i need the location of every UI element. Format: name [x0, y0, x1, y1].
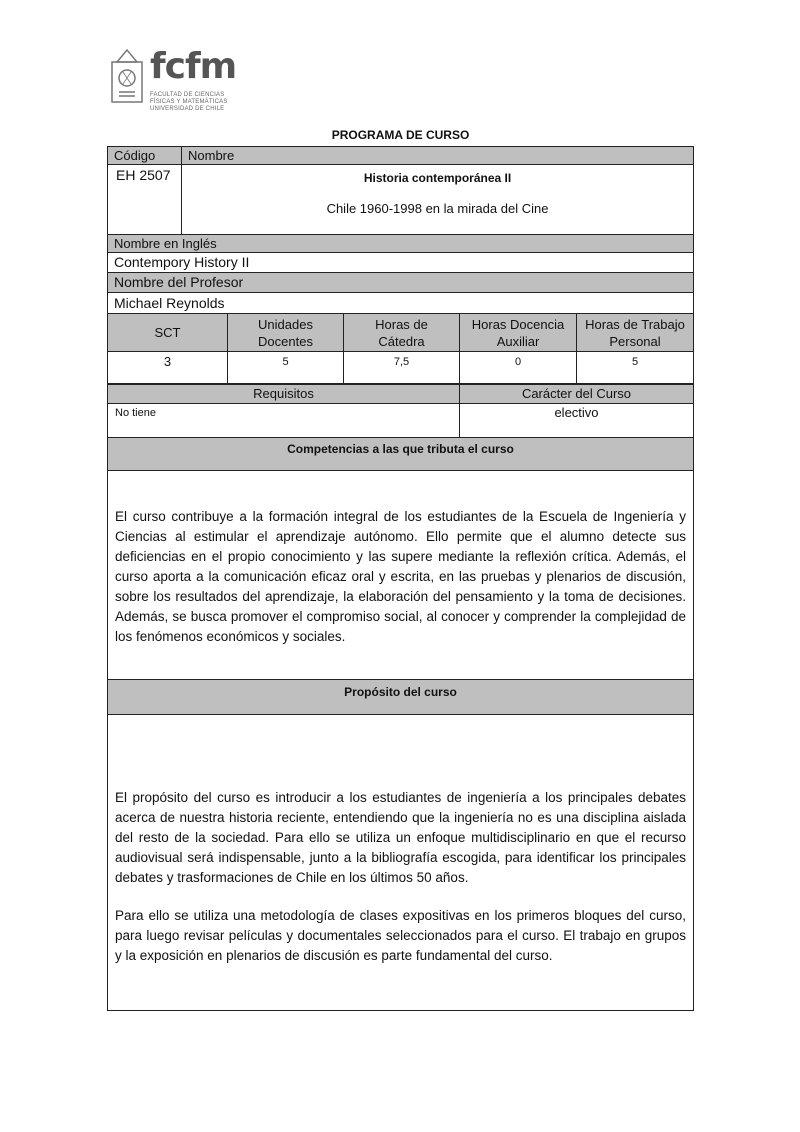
- university-seal-icon: [110, 48, 144, 108]
- document-title: PROGRAMA DE CURSO: [331, 128, 470, 142]
- competencias-title-cell: [107, 437, 694, 471]
- proposito-title: Propósito del curso: [344, 685, 457, 699]
- credits-value-sct-text: 3: [163, 354, 172, 369]
- credits-value-units: [227, 351, 344, 384]
- course-subtitle: Chile 1960-1998 en la mirada del Cine: [326, 201, 549, 216]
- competencias-title: Competencias a las que tributa el curso: [287, 442, 514, 456]
- credits-header-sct: [107, 313, 228, 352]
- proposito-paragraph-2: Para ello se utiliza una metodología de clases expositivas en los primeros bloques del curso, para luego revisar películas y documentales seleccionados para el curso. El trabajo en grupos y la exposición en plenarios de discusión es parte fundamental del curso.: [115, 908, 686, 963]
- credits-header-lecture-hours-label: Horas de Cátedra: [375, 317, 428, 349]
- english-name: Contempory History II: [114, 254, 250, 270]
- logo-subtitle-line2: FÍSICAS Y MATEMÁTICAS: [150, 99, 228, 105]
- credits-value-lecture-hours: [343, 351, 460, 384]
- credits-header-personal-hours-label: Horas de Trabajo Personal: [585, 317, 685, 349]
- credits-header-units-label: Unidades Docentes: [258, 317, 313, 349]
- credits-header-personal-hours: [576, 313, 694, 352]
- logo-wordmark: fcfm: [150, 46, 237, 87]
- requirements-value: No tiene: [115, 407, 156, 419]
- english-name-cell: [107, 252, 694, 273]
- english-name-label-cell: [107, 234, 694, 253]
- professor-name: Michael Reynolds: [114, 295, 225, 311]
- code-label-cell: [107, 146, 182, 165]
- competencias-text: El curso contribuye a la formación integral de los estudiantes de la Escuela de Ingeniería y Ciencias al estimular el aprendizaje autónomo. Ello permite que el alumno detecte sus deficiencias en el propio conocimiento y las supere mediante la reflexión crítica. Además, el curso aporta a la comunicación eficaz oral y escrita, en las pruebas y plenarios de discusión, sobre los resultados del aprendizaje, la elaboración del pensamiento y la toma de decisiones. Además, se busca promover el compromiso social, al conocer y comprender la complejidad de los fenómenos económicos y sociales.: [115, 509, 686, 644]
- credits-value-lecture-hours-text: 7,5: [393, 356, 410, 368]
- character-label-cell: [459, 384, 694, 404]
- professor-label-cell: [107, 272, 694, 293]
- course-name-cell: [181, 164, 694, 235]
- character-label: Carácter del Curso: [521, 386, 632, 401]
- credits-header-units: [227, 313, 344, 352]
- english-name-label: Nombre en Inglés: [114, 236, 217, 251]
- course-code-cell: [107, 164, 182, 235]
- code-label: Código: [114, 148, 156, 163]
- character-value-cell: [459, 403, 694, 438]
- credits-value-auxiliary-hours: [459, 351, 577, 384]
- credits-header-sct-label: SCT: [154, 325, 181, 340]
- name-label-cell: [181, 146, 694, 165]
- credits-value-personal-hours: [576, 351, 694, 384]
- name-label: Nombre: [188, 148, 235, 163]
- professor-cell: [107, 292, 694, 314]
- logo-subtitle-line1: FACULTAD DE CIENCIAS: [150, 92, 225, 98]
- proposito-title-cell: [107, 679, 694, 715]
- credits-value-units-text: 5: [282, 356, 289, 368]
- professor-label: Nombre del Profesor: [114, 274, 244, 290]
- credits-value-auxiliary-hours-text: 0: [514, 356, 522, 368]
- requirements-value-cell: [107, 403, 460, 438]
- logo-subtitle-line3: UNIVERSIDAD DE CHILE: [150, 106, 225, 112]
- credits-value-personal-hours-text: 5: [631, 356, 639, 368]
- requirements-label: Requisitos: [253, 386, 314, 401]
- university-logo: [110, 44, 240, 130]
- credits-header-auxiliary-hours-label: Horas Docencia Auxiliar: [471, 317, 565, 349]
- character-value: electivo: [554, 405, 599, 420]
- credits-value-sct: [107, 351, 228, 384]
- course-code: EH 2507: [116, 167, 171, 183]
- proposito-body-cell: [107, 714, 694, 1011]
- course-name: Historia contemporánea II: [363, 171, 512, 185]
- requirements-label-cell: [107, 384, 460, 404]
- credits-header-auxiliary-hours: [459, 313, 577, 352]
- competencias-body-cell: [107, 470, 694, 680]
- proposito-paragraph-1: El propósito del curso es introducir a los estudiantes de ingeniería a los principales debates acerca de nuestra historia reciente, entendiendo que la ingeniería no es una disciplina aislada del resto de la sociedad. Para ello se utiliza un enfoque multidisciplinario en que el recurso audiovisual será indispensable, junto a la bibliografía escogida, para identificar los principales debates y trasformaciones de Chile en los últimos 50 años.: [115, 790, 686, 885]
- credits-header-lecture-hours: [343, 313, 460, 352]
